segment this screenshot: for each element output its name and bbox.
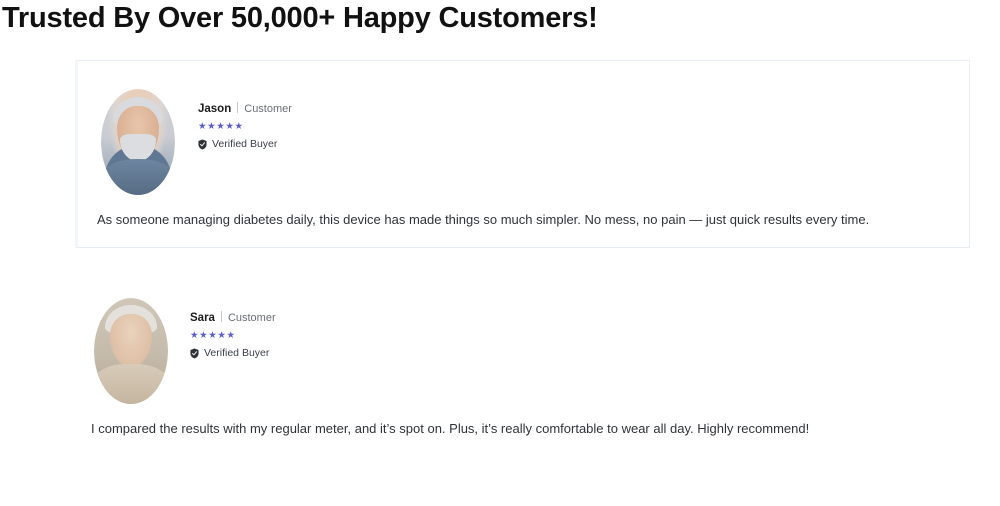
- avatar-shirt: [94, 364, 168, 404]
- star-rating: ★★★★★: [198, 120, 244, 132]
- shield-check-icon: [198, 139, 207, 150]
- reviewer-name: Sara: [190, 312, 215, 324]
- avatar-beard: [120, 134, 156, 162]
- testimonial-quote: As someone managing diabetes daily, this device has made things so much simpler. No mess, no pain — just quick results every time.: [97, 212, 870, 227]
- verified-badge: [190, 348, 276, 359]
- verified-badge: [198, 139, 292, 150]
- name-role-divider: [237, 102, 238, 113]
- name-role-divider: [221, 311, 222, 322]
- shield-check-icon: [190, 348, 199, 359]
- star-rating: ★★★★★: [190, 329, 236, 341]
- testimonial-header: [75, 270, 276, 404]
- reviewer-meta: [190, 310, 276, 359]
- reviewer-name-row: [198, 101, 292, 116]
- reviewer-name: Jason: [198, 103, 232, 115]
- testimonial-quote: I compared the results with my regular meter, and it’s spot on. Plus, it’s really comfortable to wear all day. Highly recommend!: [91, 421, 810, 436]
- page-title: Trusted By Over 50,000+ Happy Customers!: [2, 2, 598, 34]
- reviewer-role: Customer: [227, 312, 276, 324]
- testimonial-card: [75, 270, 970, 458]
- verified-label: Verified Buyer: [212, 138, 278, 151]
- testimonial-card: [75, 60, 970, 248]
- reviewer-name-row: [190, 310, 276, 325]
- reviewer-meta: [198, 101, 292, 150]
- avatar: [94, 298, 168, 404]
- testimonial-header: [78, 61, 292, 195]
- reviewer-role: Customer: [244, 103, 292, 115]
- avatar-background: [94, 298, 168, 404]
- verified-label: Verified Buyer: [204, 347, 270, 360]
- avatar-shirt: [101, 159, 175, 195]
- avatar-background: [101, 89, 175, 195]
- avatar-face: [110, 314, 151, 367]
- avatar: [101, 89, 175, 195]
